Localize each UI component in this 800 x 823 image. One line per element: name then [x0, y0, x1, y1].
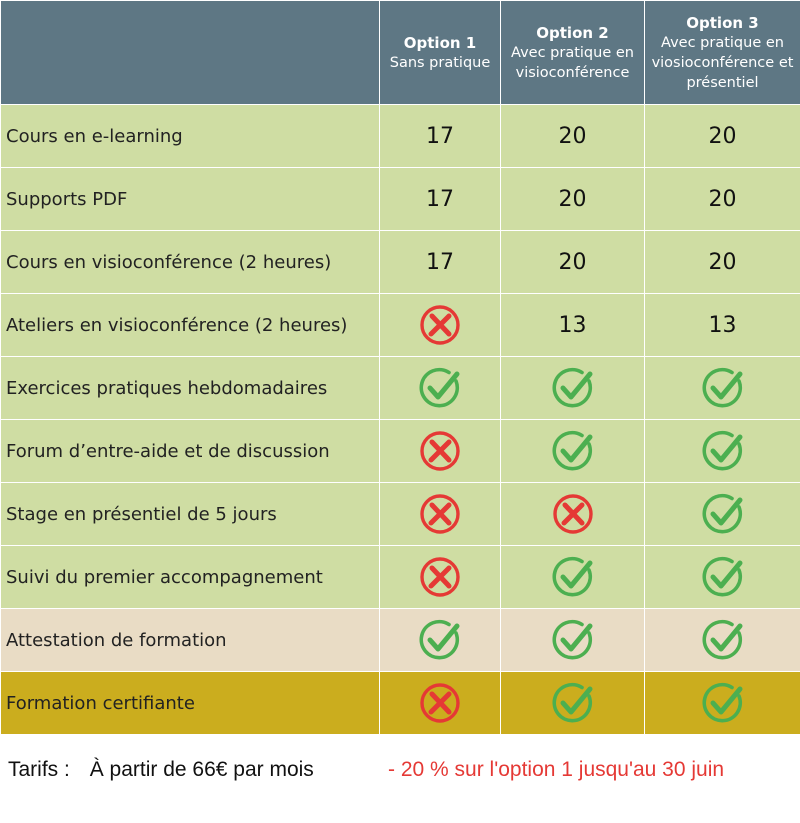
- check-icon: [701, 492, 745, 536]
- option-3-cell: [645, 420, 800, 483]
- option-2-value: 20: [501, 105, 645, 168]
- check-icon: [551, 681, 595, 725]
- option-3-cell: [645, 483, 800, 546]
- option-2-cell: [501, 546, 645, 609]
- cross-icon: [418, 429, 462, 473]
- option-2-cell: [501, 357, 645, 420]
- header-corner: [1, 1, 380, 105]
- option-3-cell: [645, 672, 800, 735]
- row-label: Exercices pratiques hebdomadaires: [1, 357, 380, 420]
- option-2-cell: [501, 672, 645, 735]
- option-1-value: 17: [380, 105, 501, 168]
- option-3-value: 20: [645, 168, 800, 231]
- option-1-cell: [380, 546, 501, 609]
- check-icon: [701, 618, 745, 662]
- check-icon: [551, 429, 595, 473]
- pricing-footer: [8, 758, 314, 782]
- header-option-2: [501, 1, 645, 105]
- header-row: [1, 1, 800, 105]
- check-icon: [551, 366, 595, 410]
- check-icon: [701, 429, 745, 473]
- option-1-title: Option 1: [403, 33, 477, 52]
- option-2-value: 20: [501, 168, 645, 231]
- option-1-cell: [380, 420, 501, 483]
- option-3-title: Option 3: [686, 13, 759, 32]
- option-1-cell: [380, 609, 501, 672]
- table-row: [1, 294, 800, 357]
- table-row: [1, 483, 800, 546]
- table-row: [1, 105, 800, 168]
- cross-icon: [418, 555, 462, 599]
- row-label: Forum d’entre-aide et de discussion: [1, 420, 380, 483]
- option-1-cell: [380, 483, 501, 546]
- option-2-value: 20: [501, 231, 645, 294]
- option-1-cell: [380, 672, 501, 735]
- header-option-1: [380, 1, 501, 105]
- cross-icon: [418, 681, 462, 725]
- row-label: Suivi du premier accompagnement: [1, 546, 380, 609]
- check-icon: [701, 366, 745, 410]
- option-3-value: 20: [645, 231, 800, 294]
- row-label: Cours en visioconférence (2 heures): [1, 231, 380, 294]
- check-icon: [701, 681, 745, 725]
- cross-icon: [418, 303, 462, 347]
- header-option-3: [645, 1, 800, 105]
- row-label: Ateliers en visioconférence (2 heures): [1, 294, 380, 357]
- option-1-cell: [380, 357, 501, 420]
- option-2-cell: [501, 609, 645, 672]
- row-label: Formation certifiante: [1, 672, 380, 735]
- table-row: [1, 231, 800, 294]
- row-label: Cours en e-learning: [1, 105, 380, 168]
- option-1-subtitle: Sans pratique: [389, 54, 491, 71]
- option-2-subtitle: Avec pratique en visioconférence: [511, 44, 634, 81]
- option-3-value: 20: [645, 105, 800, 168]
- check-icon: [551, 618, 595, 662]
- check-icon: [418, 366, 462, 410]
- option-2-title: Option 2: [536, 23, 609, 42]
- option-3-cell: [645, 609, 800, 672]
- option-1-value: 17: [380, 231, 501, 294]
- option-2-value: 13: [501, 294, 645, 357]
- option-3-value: 13: [645, 294, 800, 357]
- option-3-cell: [645, 357, 800, 420]
- option-3-subtitle: Avec pratique en viosioconférence et présentiel: [651, 34, 794, 91]
- check-icon: [701, 555, 745, 599]
- table-row: [1, 168, 800, 231]
- option-1-cell: [380, 294, 501, 357]
- option-1-value: 17: [380, 168, 501, 231]
- cross-icon: [418, 492, 462, 536]
- row-label: Attestation de formation: [1, 609, 380, 672]
- row-label: Supports PDF: [1, 168, 380, 231]
- tarifs-label: Tarifs :: [8, 758, 70, 781]
- check-icon: [551, 555, 595, 599]
- table-row: [1, 672, 800, 735]
- tarifs-price: À partir de 66€ par mois: [89, 758, 314, 781]
- promo-text: - 20 % sur l'option 1 jusqu'au 30 juin: [388, 758, 725, 781]
- table-row: [1, 609, 800, 672]
- cross-icon: [551, 492, 595, 536]
- table-body: [1, 105, 800, 735]
- row-label: Stage en présentiel de 5 jours: [1, 483, 380, 546]
- table-row: [1, 357, 800, 420]
- check-icon: [418, 618, 462, 662]
- option-3-cell: [645, 546, 800, 609]
- option-2-cell: [501, 420, 645, 483]
- option-2-cell: [501, 483, 645, 546]
- table-row: [1, 546, 800, 609]
- table-row: [1, 420, 800, 483]
